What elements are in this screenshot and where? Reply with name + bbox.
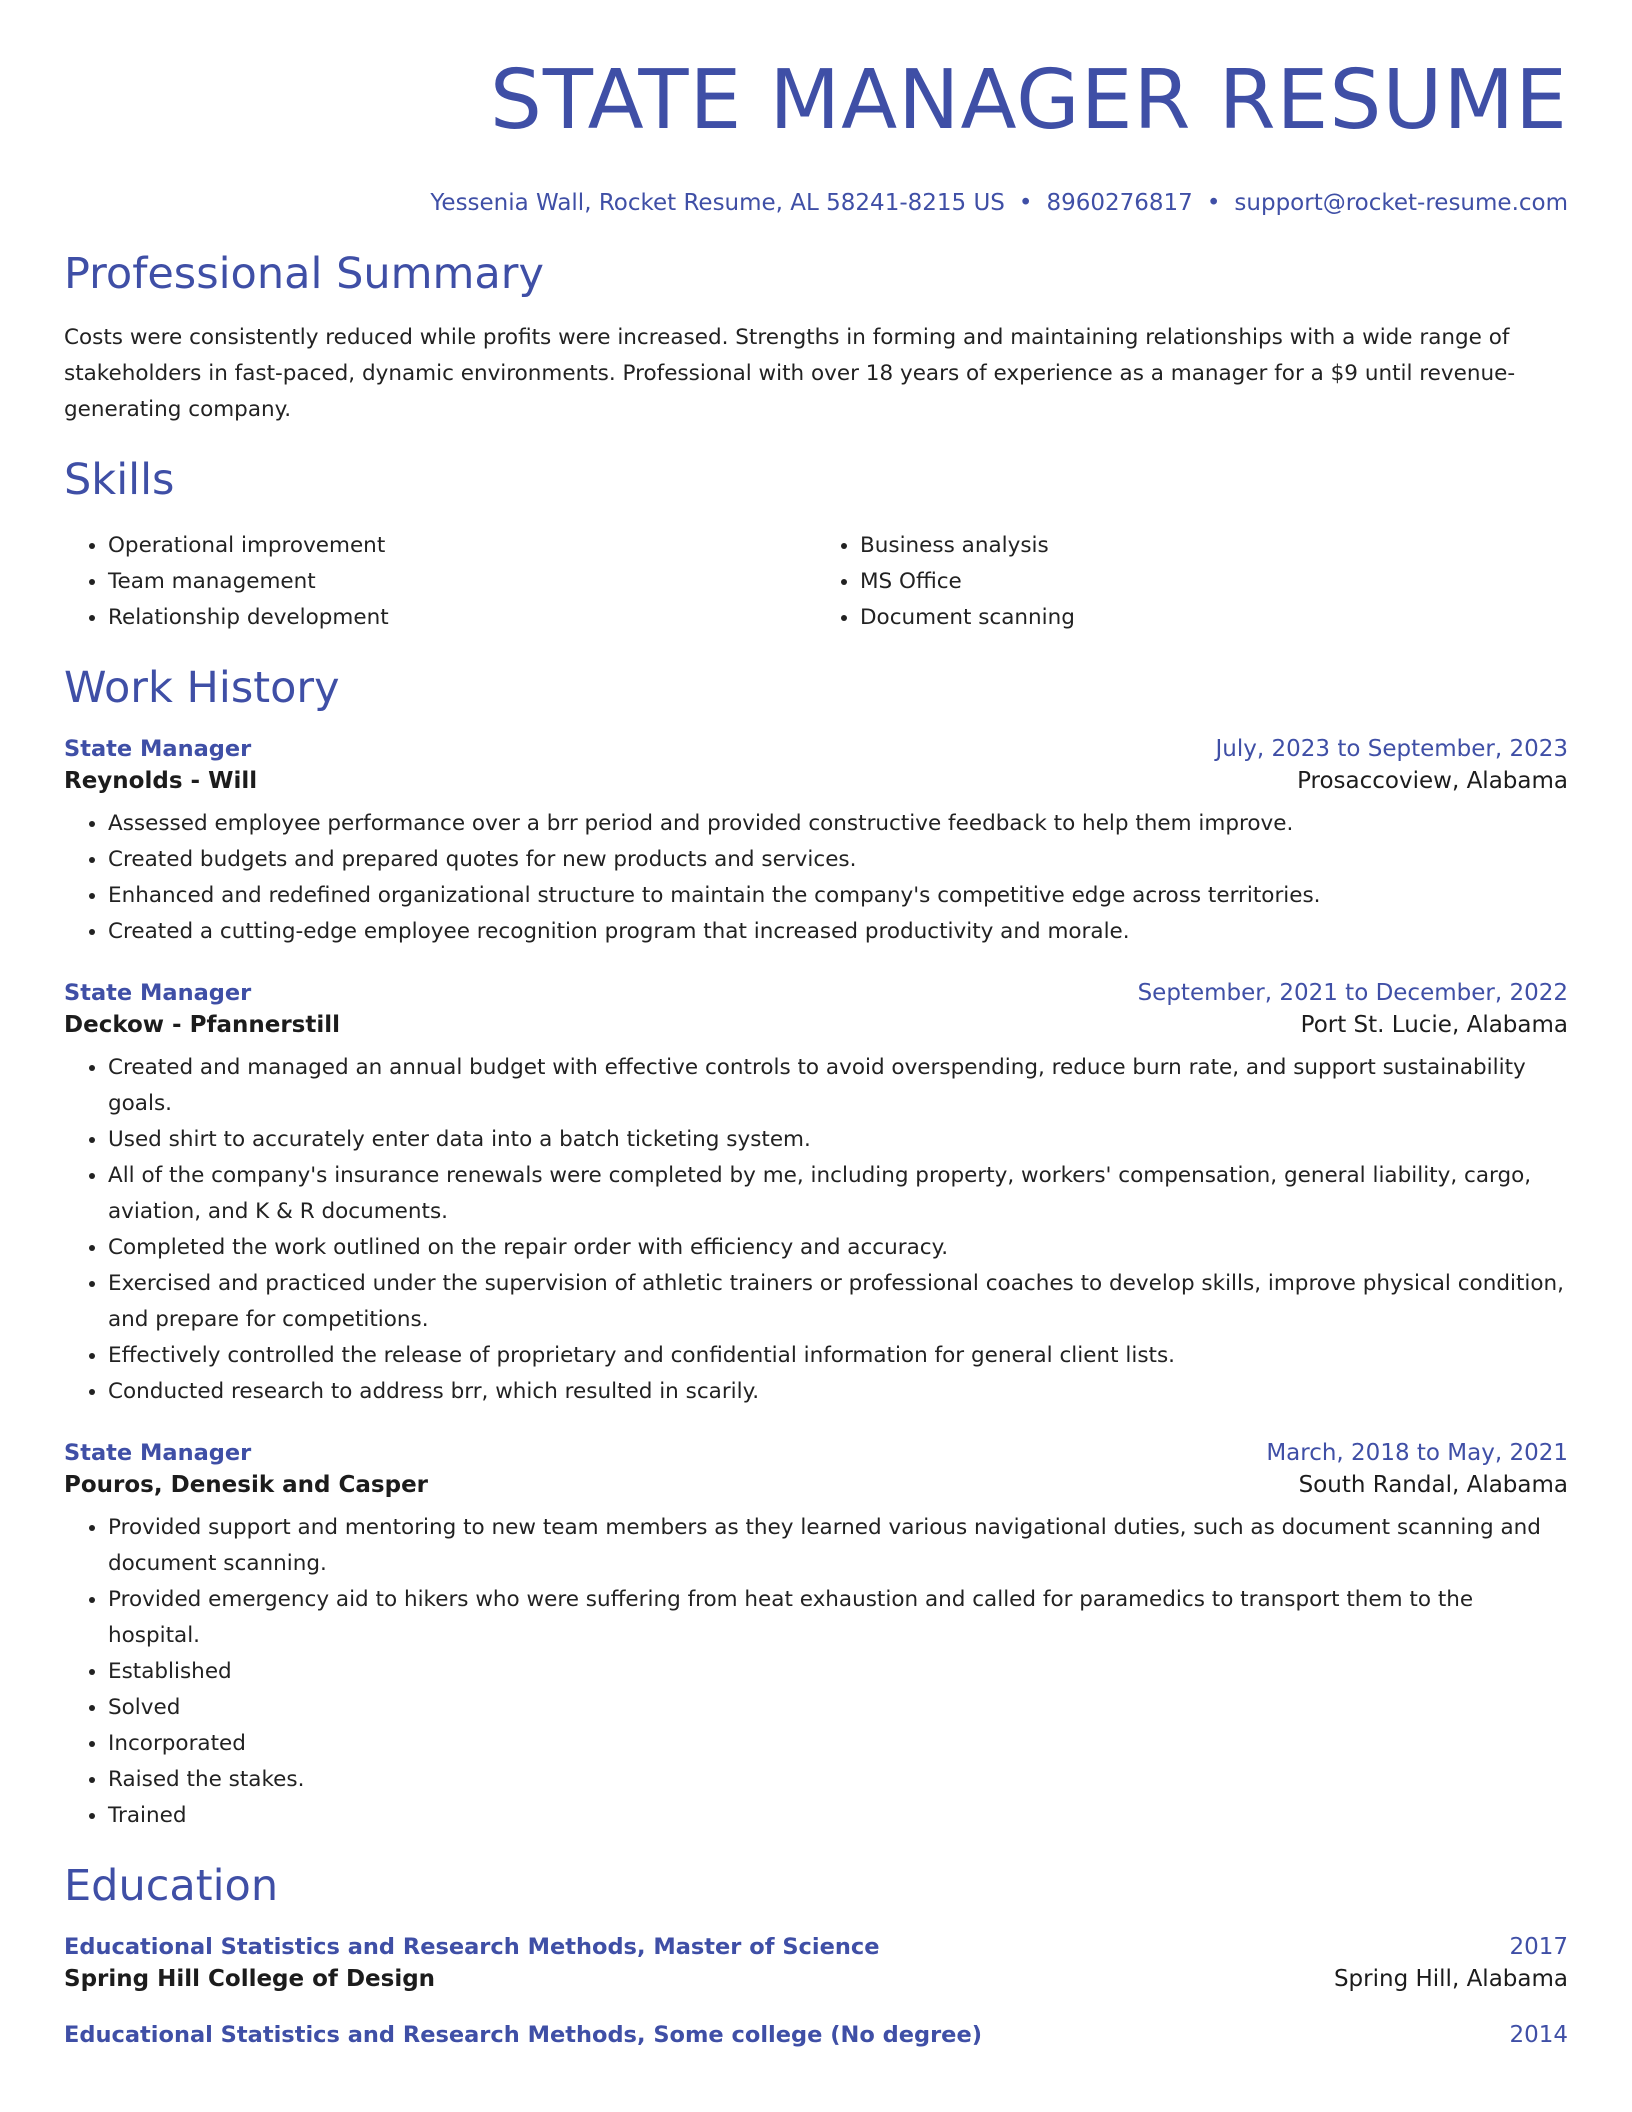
job-header-row xyxy=(64,1440,1568,1466)
skills-column-left xyxy=(64,528,816,636)
job-bullet: • Provided emergency aid to hikers who were suffering from heat exhaustion and called for paramedics to transport them to the hospital. xyxy=(108,1582,1568,1654)
contact-address: Yessenia Wall, Rocket Resume, AL 58241-8215 US xyxy=(430,190,1005,216)
job-bullet: • Enhanced and redefined organizational structure to maintain the company's competitive edge across territories. xyxy=(108,878,1568,914)
job-bullet: • Exercised and practiced under the supervision of athletic trainers or professional coaches to develop skills, improve physical condition, and prepare for competitions. xyxy=(108,1266,1568,1338)
job-entry xyxy=(64,1440,1568,1834)
skill-item: • Relationship development xyxy=(108,600,816,636)
job-location: Port St. Lucie, Alabama xyxy=(1300,1012,1568,1038)
job-bullet: • Established xyxy=(108,1654,1568,1690)
job-bullet: • Used shirt to accurately enter data into a batch ticketing system. xyxy=(108,1122,1568,1158)
skills-list xyxy=(64,528,1568,636)
job-bullet: • Created and managed an annual budget with effective controls to avoid overspending, reduce burn rate, and support sustainability goals. xyxy=(108,1050,1568,1122)
job-location: South Randal, Alabama xyxy=(1298,1472,1568,1498)
education-header-row xyxy=(64,1934,1568,1960)
job-company-row xyxy=(64,768,1568,794)
education-degree: Educational Statistics and Research Methods, Some college (No degree) xyxy=(64,2022,982,2048)
job-entry xyxy=(64,980,1568,1410)
job-title: State Manager xyxy=(64,736,252,762)
skill-item: • Team management xyxy=(108,564,816,600)
job-company-row xyxy=(64,1472,1568,1498)
job-bullets xyxy=(64,806,1568,950)
resume-title: STATE MANAGER RESUME xyxy=(489,53,1568,148)
education-entry xyxy=(64,1934,1568,1992)
job-entry xyxy=(64,736,1568,950)
education-header-row xyxy=(64,2022,1568,2048)
job-bullet: • Effectively controlled the release of proprietary and confidential information for general client lists. xyxy=(108,1338,1568,1374)
job-header-row xyxy=(64,980,1568,1006)
job-location: Prosaccoview, Alabama xyxy=(1297,768,1568,794)
skills-section xyxy=(64,454,1568,636)
skill-item: • Document scanning xyxy=(860,600,1568,636)
summary-section xyxy=(64,248,1568,428)
job-title: State Manager xyxy=(64,1440,252,1466)
job-title: State Manager xyxy=(64,980,252,1006)
contact-line xyxy=(64,190,1568,216)
job-company: Reynolds - Will xyxy=(64,768,258,794)
job-bullet: • Raised the stakes. xyxy=(108,1762,1568,1798)
skill-item: • Business analysis xyxy=(860,528,1568,564)
education-heading: Education xyxy=(64,1861,279,1911)
job-company: Deckow - Pfannerstill xyxy=(64,1012,341,1038)
job-dates: March, 2018 to May, 2021 xyxy=(1266,1440,1568,1466)
job-bullet: • Created budgets and prepared quotes for new products and services. xyxy=(108,842,1568,878)
job-company-row xyxy=(64,1012,1568,1038)
skill-item: • MS Office xyxy=(860,564,1568,600)
job-bullet: • Created a cutting-edge employee recognition program that increased productivity and morale. xyxy=(108,914,1568,950)
contact-separator: • xyxy=(1206,190,1221,216)
education-location: Spring Hill, Alabama xyxy=(1333,1966,1568,1992)
education-year: 2017 xyxy=(1509,1934,1568,1960)
job-dates: September, 2021 to December, 2022 xyxy=(1137,980,1568,1006)
contact-separator: • xyxy=(1018,190,1033,216)
education-degree: Educational Statistics and Research Methods, Master of Science xyxy=(64,1934,880,1960)
education-school-row xyxy=(64,1966,1568,1992)
job-bullets xyxy=(64,1510,1568,1834)
job-bullet: • All of the company's insurance renewals were completed by me, including property, workers' compensation, general liability, cargo, aviation, and K & R documents. xyxy=(108,1158,1568,1230)
job-company: Pouros, Denesik and Casper xyxy=(64,1472,429,1498)
skill-item: • Operational improvement xyxy=(108,528,816,564)
job-bullet: • Solved xyxy=(108,1690,1568,1726)
summary-text: Costs were consistently reduced while profits were increased. Strengths in forming and maintaining relationships with a wide range of stakeholders in fast-paced, dynamic environments. Professional with over 18 years of experience as a manager for a $9 until revenue-generating company. xyxy=(64,325,1516,422)
work-history-section xyxy=(64,662,1568,1834)
job-bullet: • Trained xyxy=(108,1798,1568,1834)
summary-heading: Professional Summary xyxy=(64,249,544,299)
education-year: 2014 xyxy=(1509,2022,1568,2048)
skills-heading: Skills xyxy=(64,455,175,505)
job-bullet: • Incorporated xyxy=(108,1726,1568,1762)
job-dates: July, 2023 to September, 2023 xyxy=(1215,736,1568,762)
contact-phone[interactable]: 8960276817 xyxy=(1046,190,1193,216)
work-history-heading: Work History xyxy=(64,663,340,713)
job-bullet: • Provided support and mentoring to new team members as they learned various navigational duties, such as document scanning and document scanning. xyxy=(108,1510,1568,1582)
job-bullet: • Conducted research to address brr, which resulted in scarily. xyxy=(108,1374,1568,1410)
education-section xyxy=(64,1860,1568,2048)
job-bullet: • Assessed employee performance over a brr period and provided constructive feedback to help them improve. xyxy=(108,806,1568,842)
job-bullets xyxy=(64,1050,1568,1410)
education-school: Spring Hill College of Design xyxy=(64,1966,436,1992)
education-entry xyxy=(64,2022,1568,2048)
skills-column-right xyxy=(816,528,1568,636)
job-header-row xyxy=(64,736,1568,762)
job-bullet: • Completed the work outlined on the repair order with efficiency and accuracy. xyxy=(108,1230,1568,1266)
contact-email[interactable]: support@rocket-resume.com xyxy=(1234,190,1568,216)
